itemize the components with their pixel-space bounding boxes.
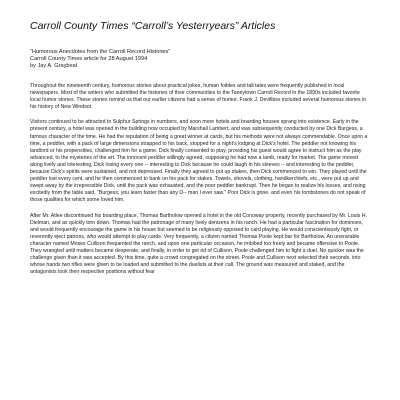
- article-source-date: Carroll County Times article for 28 August 1994: [30, 56, 148, 62]
- article-byline: by Jay A. Graybeal: [30, 63, 77, 69]
- body-paragraph-intro: Throughout the nineteenth century, humorous stories about practical jokes, human foibles and tall tales were frequently published in local newspapers. Most of the writers who submitted the histories of their communities to the Taneytown Carroll Record in the 1890s included favorite local humor stories. These stories remind us that our earlier citizens had a sense of humor. Frank J. Devilbiss included several humorous stories in his history of New Windsor.: [30, 83, 367, 111]
- body-paragraph-bartholow-hotel: After Mr. Atlee discontinued his boarding place, Thomas Bartholow opened a hotel in the old Conoway property, recently purchased by Mr. Louis H. Dielman, and as quickly torn down. Thomas had the patronage of many lively denizens in his ranch. He had a particular fascination for dominoes, and would frequently encourage the game in his house but seemed to be religiously opposed to card playing. He would conscientiously fight, or reverently eject patrons, who would attempt to play cards. Very frequently, a citizen named Thomas Poole kept bar for Bartholow. An unenviable character named Moses Cullison frequented the ranch, and upon one particular occasion, he imbibed too freely and became offensive to Poole. They wrangled until matters became desperate, and finally, in order to get rid of Cullison, Poole challenged him to fight a duel. No quicker was the challenge given than it was accepted. By this time, quite a crowd congregated on the street. Poole and Cullison next selected their seconds, into whose hands two rifles were given to be loaded and submitted to the duelists at their call. The ground was measured and staked, and the antagonists took their respective positions without fear: [30, 212, 367, 276]
- page-title: Carroll County Times “Carroll’s Yesterryears” Articles: [30, 20, 276, 32]
- article-headline: “Humorous Anecdotes from the Carroll Record Histories”: [30, 49, 171, 55]
- article-meta: [30, 49, 370, 70]
- body-paragraph-sulphur-springs: Visitors continued to be attracted to Sulphur Springs in numbers, and soon more hotels and boarding houses sprang into existence. Early in the present century, a hotel was opened in the building now occupied by Marshall Lambert, and was subsequently conducted by one Dick Burgess, a famous character of the time. He had the reputation of being a great winner at cards, but his methods were not always commendable. Once upon a time, a peddler, with a pack of large dimensions strapped to his back, stopped for a night’s lodging at Dick’s hotel. The peddler not knowing his landlord or his propensities, challenged him for a game. Dick finally consented to play, providing his guest would agree to instruct him as the play advanced, to the mysteries of the art. The innocent peddler willingly agreed, supposing he had now a lamb, ready for market. The game moved along lively and interesting, Dick losing every one -- interesting to Dick because he could laugh in his sleeves -- and interesting to the peddler, because Dick’s spirits were sustained, and not depressed. Finally they agreed to put up stakes, then Dick commenced to win. They played until the peddler lost every cent, and he then commenced to bank on his pack for stakes. Towels, shovels, clothing, handkerchiefs, etc., were put up and swept away by the irrepressible Dick, until the pack was exhausted, and the poor peddler bankrupt. Then he began to realize his losses, and rising excitedly from the table said, “Burgess, you learn faster than any D-- man I ever saw.” Poor Dick is gone, and even his tombstones do not speak of those qualities for which some loved him.: [30, 119, 368, 204]
